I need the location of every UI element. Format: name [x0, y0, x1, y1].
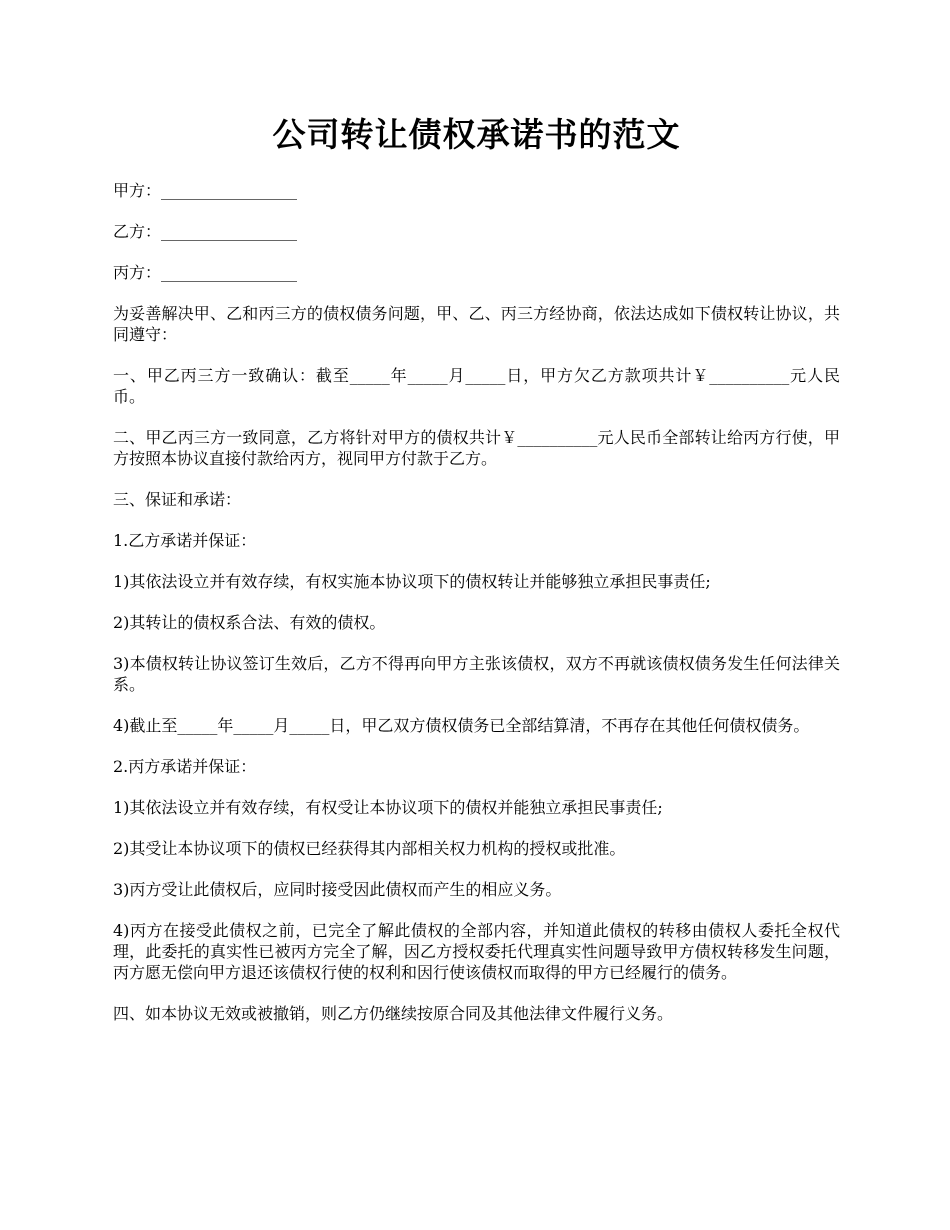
- party-c-item-3: 3)丙方受让此债权后，应同时接受因此债权而产生的相应义务。: [113, 880, 562, 899]
- document-title: 公司转让债权承诺书的范文: [272, 115, 681, 154]
- party-b-guarantee-heading: 1.乙方承诺并保证：: [113, 531, 257, 550]
- clause-2: 二、甲乙丙三方一致同意，乙方将针对甲方的债权共计￥__________元人民币全部转让给丙方行使，甲方按照本协议直接付款给丙方，视同甲方付款于乙方。: [113, 428, 840, 468]
- party-b-item-2: 2)其转让的债权系合法、有效的债权。: [113, 613, 386, 632]
- party-c-item-2: 2)其受让本协议项下的债权已经获得其内部相关权力机构的授权或批准。: [113, 839, 626, 858]
- party-c-item-1: 1)其依法设立并有效存续，有权受让本协议项下的债权并能独立承担民事责任;: [113, 798, 663, 817]
- document-body: [113, 180, 840, 1044]
- party-b-item-1: 1)其依法设立并有效存续，有权实施本协议项下的债权转让并能够独立承担民事责任;: [113, 572, 711, 591]
- party-b-item-4: 4)截止至_____年_____月_____日，甲乙双方债权债务已全部结算清，不再存在其他任何债权债务。: [113, 716, 810, 735]
- clause-3-heading: 三、保证和承诺：: [113, 490, 242, 509]
- party-c-guarantee-heading: 2.丙方承诺并保证：: [113, 757, 257, 776]
- clause-4: 四、如本协议无效或被撤销，则乙方仍继续按原合同及其他法律文件履行义务。: [113, 1004, 674, 1023]
- party-b-item-3: 3)本债权转让协议签订生效后，乙方不得再向甲方主张该债权，双方不再就该债权债务发生任何法律关系。: [113, 654, 840, 694]
- party-c-item-4: 4)丙方在接受此债权之前，已完全了解此债权的全部内容，并知道此债权的转移由债权人委托全权代理，此委托的真实性已被丙方完全了解，因乙方授权委托代理真实性问题导致甲方债权转移发生问题，丙方愿无偿向甲方退还该债权行使的权利和因行使该债权而取得的甲方已经履行的债务。: [113, 921, 840, 982]
- party-c-line: 丙方：_________________: [113, 263, 298, 282]
- party-b-line: 乙方：_________________: [113, 222, 298, 241]
- intro-paragraph: 为妥善解决甲、乙和丙三方的债权债务问题，甲、乙、丙三方经协商，依法达成如下债权转让协议，共同遵守：: [113, 304, 840, 344]
- clause-1: 一、甲乙丙三方一致确认：截至_____年_____月_____日，甲方欠乙方款项共计￥__________元人民币。: [113, 366, 840, 406]
- party-a-line: 甲方：_________________: [113, 181, 298, 200]
